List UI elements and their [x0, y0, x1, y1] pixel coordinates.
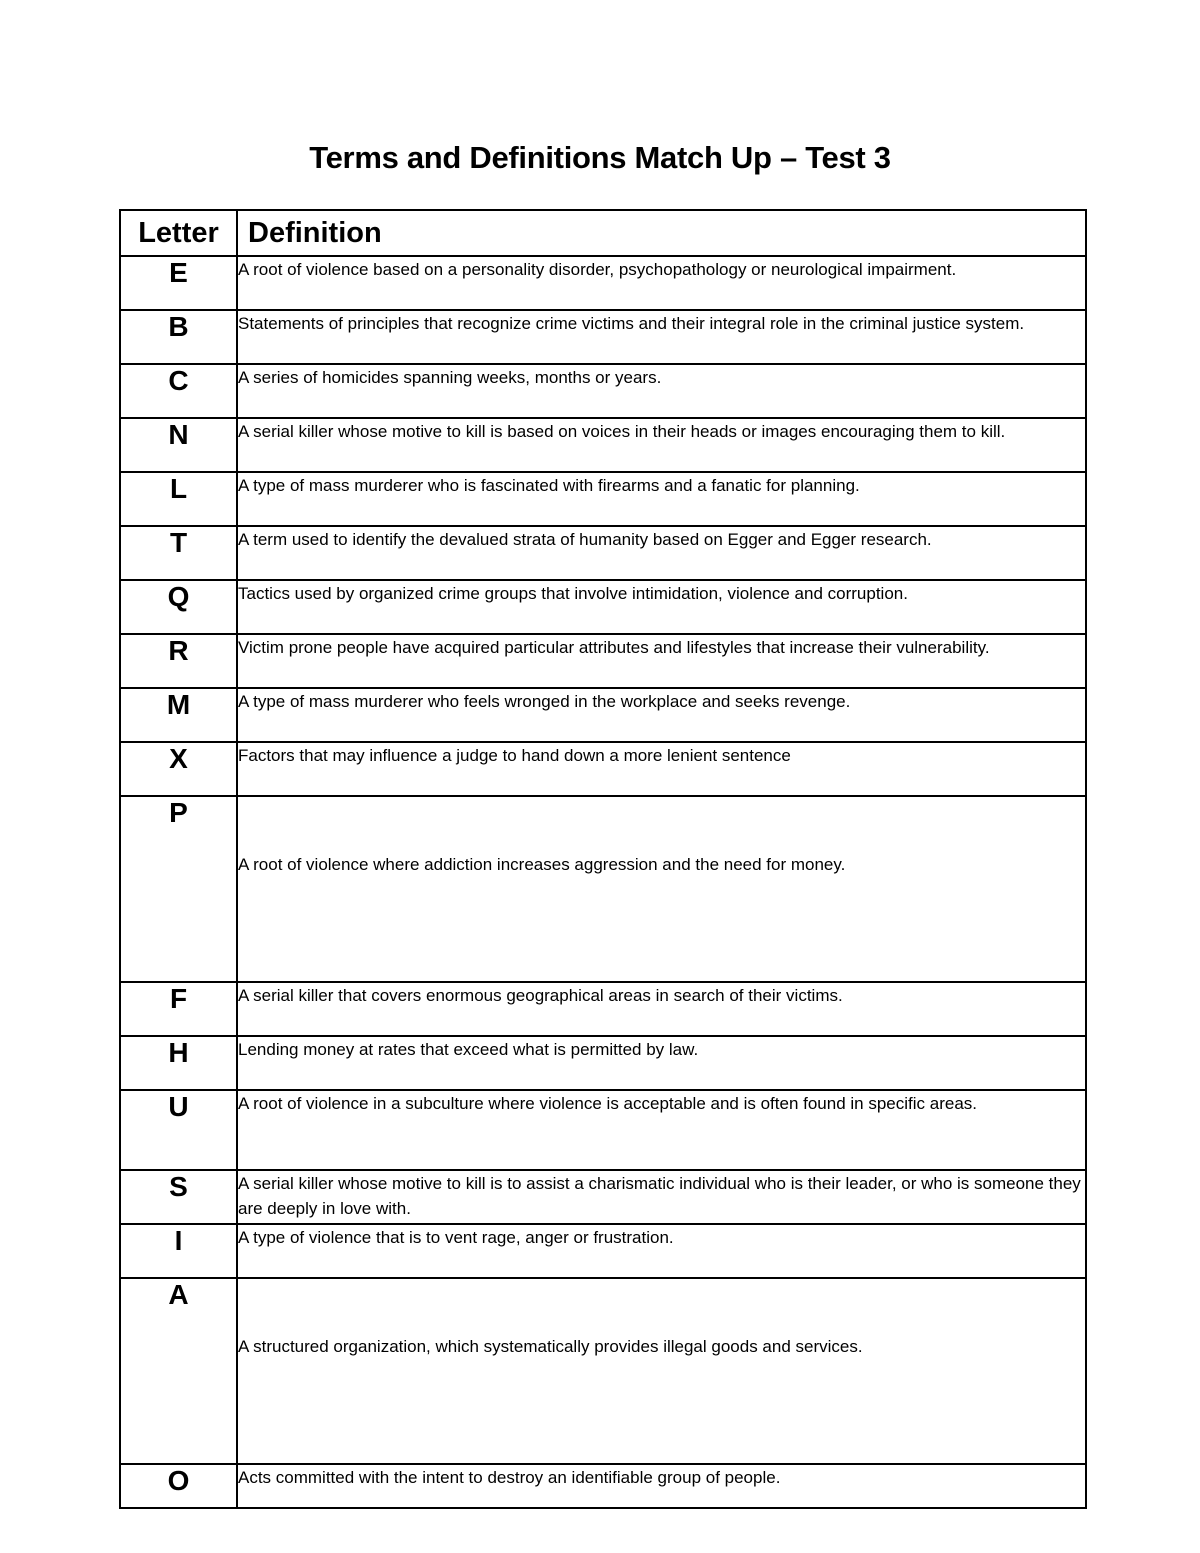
row-definition: A root of violence in a subculture where violence is acceptable and is often found in specific areas.	[237, 1090, 1086, 1170]
row-letter: P	[120, 796, 237, 982]
page-title: Terms and Definitions Match Up – Test 3	[309, 140, 891, 175]
table-row	[120, 364, 1086, 418]
row-letter: X	[120, 742, 237, 796]
table-row	[120, 1464, 1086, 1508]
row-letter: C	[120, 364, 237, 418]
row-letter: U	[120, 1090, 237, 1170]
table-row	[120, 310, 1086, 364]
table-row	[120, 688, 1086, 742]
row-letter: O	[120, 1464, 237, 1508]
row-definition: A serial killer that covers enormous geographical areas in search of their victims.	[237, 982, 1086, 1036]
row-definition: A root of violence where addiction increases aggression and the need for money.	[237, 796, 1086, 982]
row-letter: F	[120, 982, 237, 1036]
row-letter: M	[120, 688, 237, 742]
row-definition: Factors that may influence a judge to hand down a more lenient sentence	[237, 742, 1086, 796]
table-row	[120, 796, 1086, 982]
table-row	[120, 256, 1086, 310]
row-definition: A serial killer whose motive to kill is based on voices in their heads or images encouraging them to kill.	[237, 418, 1086, 472]
row-definition: Victim prone people have acquired particular attributes and lifestyles that increase their vulnerability.	[237, 634, 1086, 688]
row-letter: B	[120, 310, 237, 364]
table-row	[120, 472, 1086, 526]
row-letter: I	[120, 1224, 237, 1278]
row-letter: L	[120, 472, 237, 526]
row-letter: A	[120, 1278, 237, 1464]
table-row	[120, 1224, 1086, 1278]
row-definition: A term used to identify the devalued strata of humanity based on Egger and Egger research.	[237, 526, 1086, 580]
row-letter: E	[120, 256, 237, 310]
table-row	[120, 982, 1086, 1036]
row-letter: H	[120, 1036, 237, 1090]
row-definition: Lending money at rates that exceed what is permitted by law.	[237, 1036, 1086, 1090]
table-row	[120, 580, 1086, 634]
table-row	[120, 1090, 1086, 1170]
letter-column-header: Letter	[120, 210, 237, 256]
table-row	[120, 1036, 1086, 1090]
row-letter: Q	[120, 580, 237, 634]
table-header-row	[120, 210, 1086, 256]
row-letter: S	[120, 1170, 237, 1224]
row-definition: Tactics used by organized crime groups that involve intimidation, violence and corruption.	[237, 580, 1086, 634]
row-definition: A root of violence based on a personality disorder, psychopathology or neurological impairment.	[237, 256, 1086, 310]
table-row	[120, 418, 1086, 472]
row-definition: A type of mass murderer who is fascinated with firearms and a fanatic for planning.	[237, 472, 1086, 526]
row-definition: A type of mass murderer who feels wronged in the workplace and seeks revenge.	[237, 688, 1086, 742]
table-row	[120, 526, 1086, 580]
row-definition: Statements of principles that recognize crime victims and their integral role in the criminal justice system.	[237, 310, 1086, 364]
row-letter: R	[120, 634, 237, 688]
row-letter: N	[120, 418, 237, 472]
row-letter: T	[120, 526, 237, 580]
table-row	[120, 742, 1086, 796]
table-row	[120, 1278, 1086, 1464]
table-row	[120, 1170, 1086, 1224]
match-table	[119, 209, 1087, 1509]
row-definition: A type of violence that is to vent rage, anger or frustration.	[237, 1224, 1086, 1278]
row-definition: A series of homicides spanning weeks, months or years.	[237, 364, 1086, 418]
row-definition: A structured organization, which systematically provides illegal goods and services.	[237, 1278, 1086, 1464]
definition-column-header: Definition	[237, 210, 1086, 256]
row-definition: Acts committed with the intent to destroy an identifiable group of people.	[237, 1464, 1086, 1508]
table-row	[120, 634, 1086, 688]
row-definition: A serial killer whose motive to kill is to assist a charismatic individual who is their leader, or who is someone they are deeply in love with.	[237, 1170, 1086, 1224]
